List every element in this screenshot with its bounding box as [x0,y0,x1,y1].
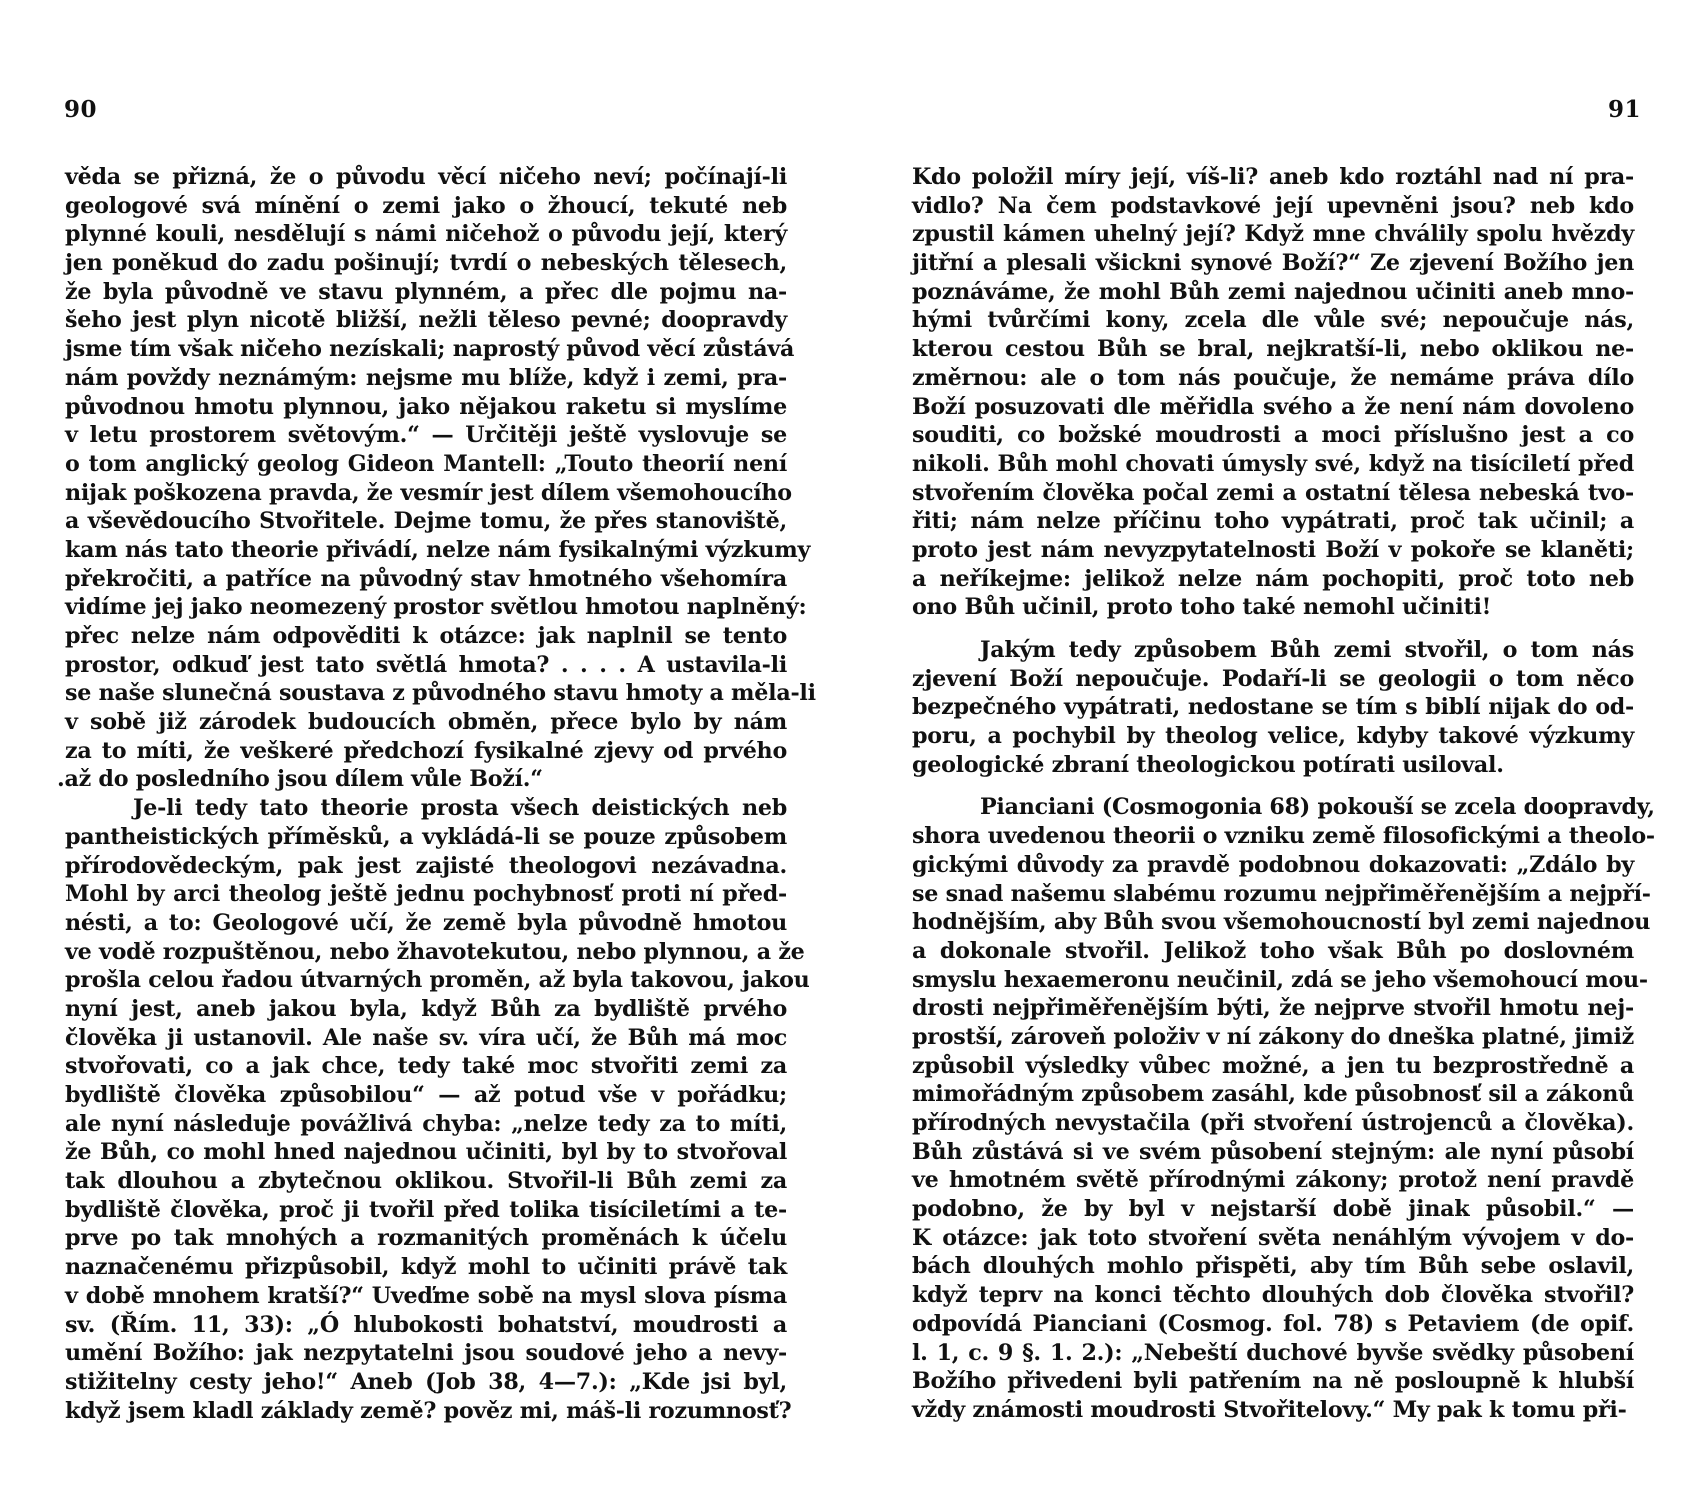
paragraph [57,163,816,794]
text-line: že byla původně ve stavu plynném, a přec dle pojmu na- [65,278,787,305]
text-line: ale nyní následuje povážlivá chyba: „nelze tedy za to míti, [65,1110,787,1137]
text-line: vždy známosti moudrosti Stvořitelovy.“ My pak k tomu při- [912,1396,1627,1423]
text-line: když jsem kladl základy země? pověz mi, máš-li rozumnosť? [65,1397,792,1424]
text-line: prve po tak mnohých a rozmanitých proměnách k účelu [65,1225,787,1252]
text-line: kterou cestou Bůh se bral, nejkratší-li, nebo oklikou ne- [912,336,1634,363]
text-line: Jakým tedy způsobem Bůh zemi stvořil, o tom nás [980,637,1634,663]
text-line: za to míti, že veškeré předchozí fysikalné zjevy od prvého [65,737,787,764]
text-line: věda se přizná, že o původu věcí ničeho neví; počínají-li [65,164,787,190]
text-line: jitřní a plesali všickni synové Boží?“ Ze zjevení Božího jen [912,250,1634,277]
text-line: původnou hmotu plynnou, jako nějakou raketu si myslíme [65,393,787,420]
text-line: stižitelny cesty jeho!“ Aneb (Job 38, 4—7.): „Kde jsi byl, [65,1368,787,1395]
text-line: řiti; nám nelze příčinu toho vypátrati, proč tak učinil; a [912,508,1634,535]
text-line: prošla celou řadou útvarných proměn, až byla takovou, jakou [65,967,810,994]
text-line: stvořovati, co a jak chce, tedy také moc stvořiti zemi za [65,1053,787,1080]
text-line: o tom anglický geolog Gideon Mantell: „Touto theorií není [65,450,787,477]
text-line: geologické zbraní theologickou potírati usiloval. [912,751,1504,778]
paragraph-gap [912,622,1634,636]
text-line: sv. (Řím. 11, 33): „Ó hlubokosti bohatství, moudrosti a [65,1311,787,1338]
text-line: se naše slunečná soustava z původného stavu hmoty a měla-li [65,680,816,707]
text-line: l. 1, c. 9 §. 1. 2.): „Nebeští duchové byvše svědky působení [912,1339,1634,1366]
text-line: mimořádným způsobem zasáhl, kde působnosť sil a zákonů [912,1081,1634,1108]
text-line: souditi, co božské moudrosti a moci příslušno jest a co [912,422,1634,449]
text-line: drosti nejpřiměřenějším býti, že nejprve stvořil hmotu nej- [912,995,1634,1022]
text-line: pantheistických příměsků, a vykládá-li se pouze způsobem [65,823,787,850]
text-line: prostší, zároveň položiv v ní zákony do dneška platné, jimiž [912,1023,1634,1050]
text-line: kam nás tato theorie přivádí, nelze nám fysikalnými výzkumy [65,536,811,563]
text-line: nám povždy neznámým: nejsme mu blíže, když i zemi, pra- [65,364,787,391]
text-line: poznáváme, že mohl Bůh zemi najednou učiniti aneb mno- [912,278,1634,305]
text-line: nyní jest, aneb jakou byla, když Bůh za bydliště prvého [65,995,787,1022]
text-line: stvořením člověka počal zemi a ostatní tělesa nebeská tvo- [912,479,1634,506]
text-line: šeho jest plyn nicotě bližší, nežli těleso pevné; doopravdy [65,307,787,334]
paragraph [912,636,1634,779]
text-line: gickými důvody za pravdě podobnou dokazovati: „Zdálo by [912,851,1634,878]
text-line: přírodných nevystačila (při stvoření ústrojenců a člověka). [912,1110,1634,1136]
text-line: a neříkejme: jelikož nelze nám pochopiti, proč toto neb [912,565,1634,592]
text-line: ve vodě rozpuštěnou, nebo žhavotekutou, nebo plynnou, a že [65,938,805,965]
page-number-right: 91 [1608,96,1642,123]
text-line: nésti, a to: Geologové učí, že země byla původně hmotou [65,909,787,936]
text-line: zjevení Boží nepoučuje. Podaří-li se geologii o tom něco [912,665,1634,692]
text-line: bách dlouhých mohlo přispěti, aby tím Bůh sebe oslavil, [912,1253,1634,1280]
paragraph [65,794,810,1425]
text-line: v sobě již zárodek budoucích obměn, přece bylo by nám [65,709,787,736]
text-line: jsme tím však ničeho nezískali; naprostý původ věcí zůstává [65,336,795,363]
text-line: hodnějším, aby Bůh svou všemohoucností byl zemi najednou [912,909,1651,936]
text-line: nikoli. Bůh mohl chovati úmysly své, když na tisíciletí před [912,450,1634,477]
text-line: smyslu hexaemeronu neučinil, zdá se jeho všemohoucí mou- [912,966,1648,993]
text-line: a dokonale stvořil. Jelikož toho však Bůh po doslovném [912,937,1634,964]
paragraph-gap [912,779,1634,793]
text-line: zpustil kámen uhelný její? Když mne chválily spolu hvězdy [912,221,1634,248]
text-line: bydliště člověka způsobilou“ — až potud vše v pořádku; [65,1082,787,1108]
paragraph [912,793,1655,1424]
text-line: nijak poškozena pravda, že vesmír jest dílem všemohoucího [65,479,792,506]
text-line: v době mnohem kratší?“ Uveďme sobě na mysl slova písma [65,1282,787,1309]
text-line: Je-li tedy tato theorie prosta všech deistických neb [133,795,787,822]
text-line: přírodovědeckým, pak jest zajisté theologovi nezávadna. [65,852,787,879]
left-text-column [57,163,816,1425]
text-line: člověka ji ustanovil. Ale naše sv. víra učí, že Bůh má moc [65,1024,787,1051]
text-line: změrnou: ale o tom nás poučuje, že nemáme práva dílo [912,364,1634,391]
text-line: K otázce: jak toto stvoření světa nenáhlým vývojem v do- [912,1224,1634,1251]
text-line: geologové svá mínění o zemi jako o žhoucí, tekuté neb [65,192,787,219]
paragraph [912,163,1634,622]
text-line: způsobil výsledky vůbec možné, a jen tu bezprostředně a [912,1052,1634,1079]
text-line: hými tvůrčími kony, zcela dle vůle své; nepoučuje nás, [912,307,1634,334]
text-line: Mohl by arci theolog ještě jednu pochybnosť proti ní před- [65,881,787,908]
text-line: poru, a pochybil by theolog velice, kdyby takové výzkumy [912,723,1634,750]
text-line: ve hmotném světě přírodnými zákony; protož není pravdě [912,1167,1634,1194]
text-line: ono Bůh učinil, proto toho také nemohl učiniti! [912,594,1492,621]
text-line: .až do posledního jsou dílem vůle Boží.“ [57,766,543,793]
text-line: překročiti, a patříce na původný stav hmotného všehomíra [65,565,787,592]
text-line: v letu prostorem světovým.“ — Určitěji ještě vyslovuje se [65,422,787,449]
text-line: odpovídá Pianciani (Cosmog. fol. 78) s Petaviem (de opif. [912,1310,1634,1337]
text-line: bezpečného vypátrati, nedostane se tím s biblí nijak do od- [912,694,1634,721]
text-line: že Bůh, co mohl hned najednou učiniti, byl by to stvořoval [65,1139,787,1166]
text-line: když teprv na konci těchto dlouhých dob člověka stvořil? [912,1282,1634,1309]
page-number-left: 90 [64,96,98,123]
text-line: se snad našemu slabému rozumu nejpřiměřenějším a nejpří- [912,880,1651,907]
text-line: prostor, odkuď jest tato světlá hmota? . . . . A ustavila-li [65,651,787,678]
text-line: a vševědoucího Stvořitele. Dejme tomu, že přes stanoviště, [65,508,787,535]
text-line: vidlo? Na čem podstavkové její upevněni jsou? neb kdo [912,192,1634,219]
text-line: proto jest nám nevyzpytatelnosti Boží v pokoře se klaněti; [912,536,1634,563]
text-line: shora uvedenou theorii o vzniku země filosofickými a theolo- [912,823,1655,850]
text-line: Boží posuzovati dle měřidla svého a že není nám dovoleno [912,393,1634,420]
text-line: Božího přivedeni byli patřením na ně posloupně k hlubší [912,1368,1634,1395]
text-line: Pianciani (Cosmogonia 68) pokouší se zcela doopravdy, [980,794,1655,821]
text-line: podobno, že by byl v nejstarší době jinak působil.“ — [912,1196,1634,1223]
text-line: naznačenému přizpůsobil, když mohl to učiniti právě tak [65,1254,787,1281]
text-line: Bůh zůstává si ve svém působení stejným: ale nyní působí [912,1138,1634,1165]
text-line: plynné kouli, nesdělují s námi ničehož o původu její, který [65,221,787,248]
text-line: vidíme jej jako neomezený prostor světlou hmotou naplněný: [65,594,807,621]
text-line: jen poněkud do zadu pošinují; tvrdí o nebeských tělesech, [65,250,787,277]
text-line: Kdo položil míry její, víš-li? aneb kdo roztáhl nad ní pra- [912,164,1634,190]
text-line: umění Božího: jak nezpytatelni jsou soudové jeho a nevy- [65,1340,787,1367]
text-line: bydliště člověka, proč ji tvořil před tolika tisíciletími a te- [65,1196,787,1223]
text-line: přec nelze nám odpověditi k otázce: jak naplnil se tento [65,623,787,649]
text-line: tak dlouhou a zbytečnou oklikou. Stvořil-li Bůh zemi za [65,1168,787,1195]
right-text-column [912,163,1655,1425]
